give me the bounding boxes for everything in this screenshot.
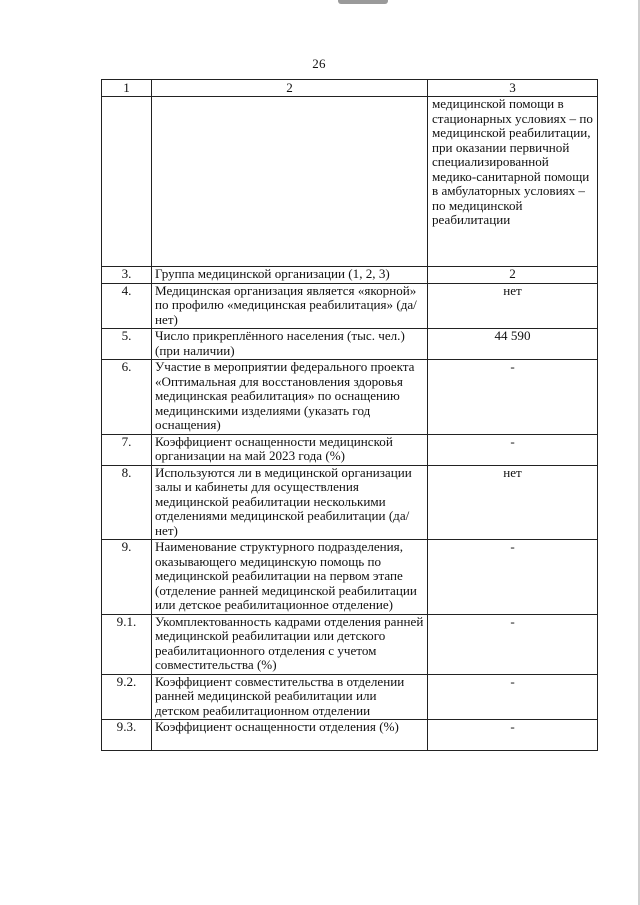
header-col-2: 2 (152, 80, 428, 97)
row-value: нет (428, 283, 598, 329)
table-row-9-3 (102, 720, 598, 751)
table-row-6 (102, 360, 598, 435)
row-value: - (428, 360, 598, 435)
row-number (102, 97, 152, 267)
row-text: Используются ли в медицинской организации залы и кабинеты для осуществления медицинской реабилитации несколькими отделениями медицинской реабилитации (да/нет) (152, 465, 428, 540)
row-value: 44 590 (428, 329, 598, 360)
row-value: - (428, 720, 598, 751)
row-number: 9.1. (102, 614, 152, 674)
page-number: 26 (312, 56, 326, 71)
table-row-3 (102, 267, 598, 284)
row-value: нет (428, 465, 598, 540)
row-text: Коэффициент совместительства в отделении ранней медицинской реабилитации или детском реабилитационном отделении (152, 674, 428, 720)
row-number: 9. (102, 540, 152, 615)
row-number: 9.3. (102, 720, 152, 751)
row-number: 5. (102, 329, 152, 360)
scan-mark (338, 0, 388, 4)
row-text (152, 97, 428, 267)
table-row-9 (102, 540, 598, 615)
table-header-row (102, 80, 598, 97)
row-number: 6. (102, 360, 152, 435)
row-number: 3. (102, 267, 152, 284)
row-text: Укомплектованность кадрами отделения ранней медицинской реабилитации или детского реабилитационного отделения с учетом совместительства (%) (152, 614, 428, 674)
row-value: - (428, 674, 598, 720)
header-col-1: 1 (102, 80, 152, 97)
row-number: 9.2. (102, 674, 152, 720)
table-row-5 (102, 329, 598, 360)
table-row-continuation (102, 97, 598, 267)
row-text: Коэффициент оснащенности отделения (%) (152, 720, 428, 751)
row-number: 4. (102, 283, 152, 329)
table-row-4 (102, 283, 598, 329)
table-row-7 (102, 434, 598, 465)
header-col-3: 3 (428, 80, 598, 97)
row-value: 2 (428, 267, 598, 284)
row-value: медицинской помощи в стационарных условиях – по медицинской реабилитации, при оказании первичной специализированной медико-санитарной помощи в амбулаторных условиях – по медицинской реабилитации (428, 97, 598, 267)
row-number: 7. (102, 434, 152, 465)
data-table (101, 79, 598, 751)
row-text: Медицинская организация является «якорной» по профилю «медицинская реабилитация» (да/нет) (152, 283, 428, 329)
table-row-8 (102, 465, 598, 540)
table-row-9-1 (102, 614, 598, 674)
table-row-9-2 (102, 674, 598, 720)
row-value: - (428, 434, 598, 465)
row-text: Наименование структурного подразделения, оказывающего медицинскую помощь по медицинской реабилитации на первом этапе (отделение ранней медицинской реабилитации или детское реабилитационное отделение) (152, 540, 428, 615)
row-value: - (428, 614, 598, 674)
row-text: Участие в мероприятии федерального проекта «Оптимальная для восстановления здоровья медицинская реабилитация» по оснащению медицинскими изделиями (указать год оснащения) (152, 360, 428, 435)
row-text: Число прикреплённого населения (тыс. чел.) (при наличии) (152, 329, 428, 360)
row-text: Группа медицинской организации (1, 2, 3) (152, 267, 428, 284)
row-value: - (428, 540, 598, 615)
row-text: Коэффициент оснащенности медицинской организации на май 2023 года (%) (152, 434, 428, 465)
row-number: 8. (102, 465, 152, 540)
